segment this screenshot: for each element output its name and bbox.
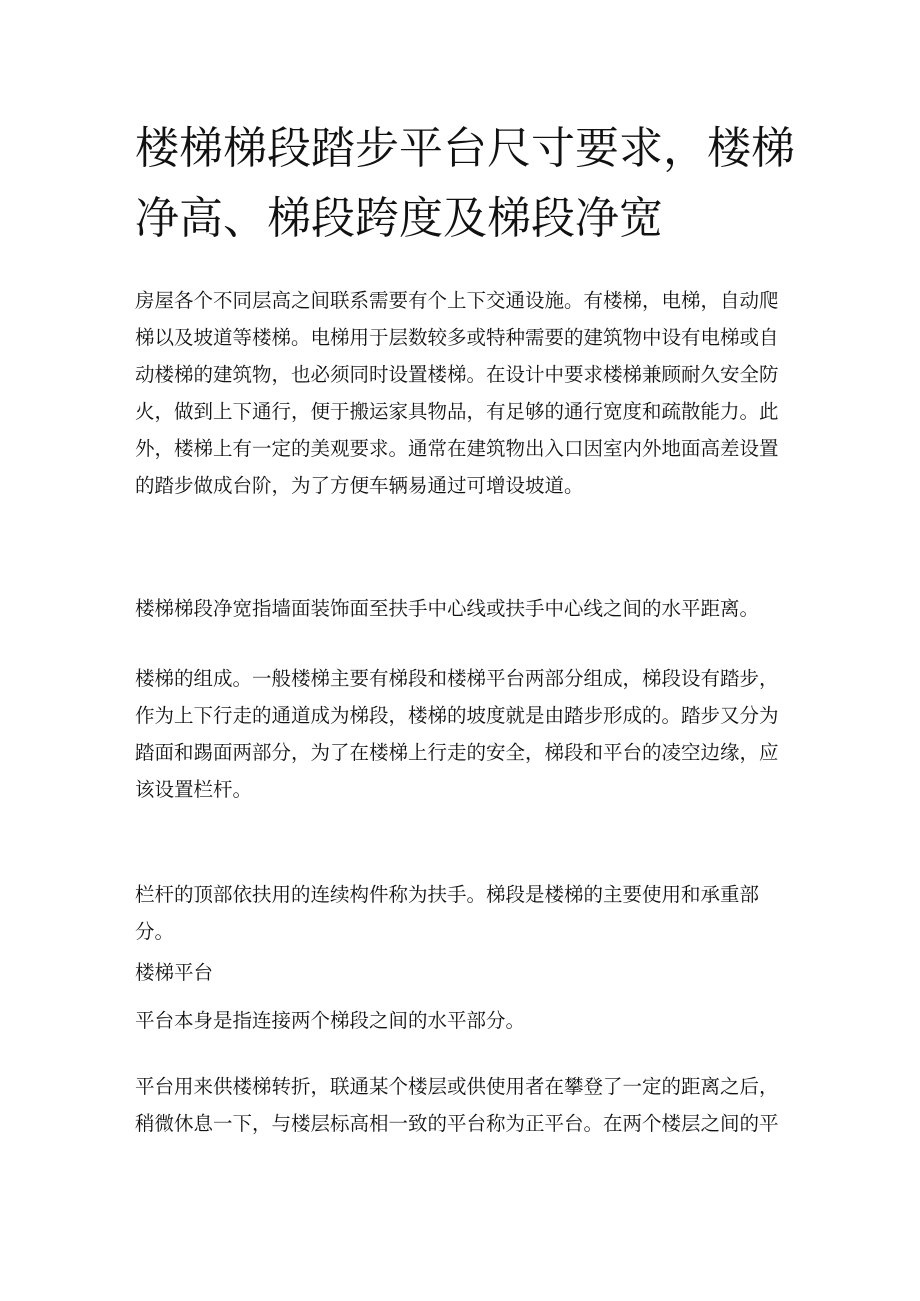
section-heading-landing: 楼梯平台: [135, 961, 214, 984]
paragraph-landing-definition: 平台本身是指连接两个梯段之间的水平部分。: [135, 1009, 526, 1032]
paragraph-intro: 房屋各个不同层高之间联系需要有个上下交通设施。有楼梯，电梯，自动爬梯以及坡道等楼梯。电梯用于层数较多或特种需要的建筑物中设有电梯或自动楼梯的建筑物，也必须同时设置楼梯。在设计中要求楼梯兼顾耐久安全防火，做到上下通行，便于搬运家具物品，有足够的通行宽度和疏散能力。此外，楼梯上有一定的美观要求。通常在建筑物出入口因室内外地面高差设置的踏步做成台阶，为了方便车辆易通过可增设坡道。: [135, 289, 779, 497]
document-title: 楼梯梯段踏步平台尺寸要求，楼梯净高、梯段跨度及梯段净宽: [135, 123, 795, 244]
paragraph-landing-usage: 平台用来供楼梯转折，联通某个楼层或供使用者在攀登了一定的距离之后，稍微休息一下，与楼层标高相一致的平台称为正平台。在两个楼层之间的平: [135, 1075, 779, 1135]
paragraph-stair-width: 楼梯梯段净宽指墙面装饰面至扶手中心线或扶手中心线之间的水平距离。: [135, 597, 760, 620]
paragraph-handrail: 栏杆的顶部依扶用的连续构件称为扶手。梯段是楼梯的主要使用和承重部分。: [135, 883, 760, 943]
paragraph-stair-composition: 楼梯的组成。一般楼梯主要有梯段和楼梯平台两部分组成，梯段设有踏步，作为上下行走的通道成为梯段，楼梯的坡度就是由踏步形成的。踏步又分为踏面和踢面两部分，为了在楼梯上行走的安全，梯段和平台的凌空边缘，应该设置栏杆。: [135, 667, 779, 801]
